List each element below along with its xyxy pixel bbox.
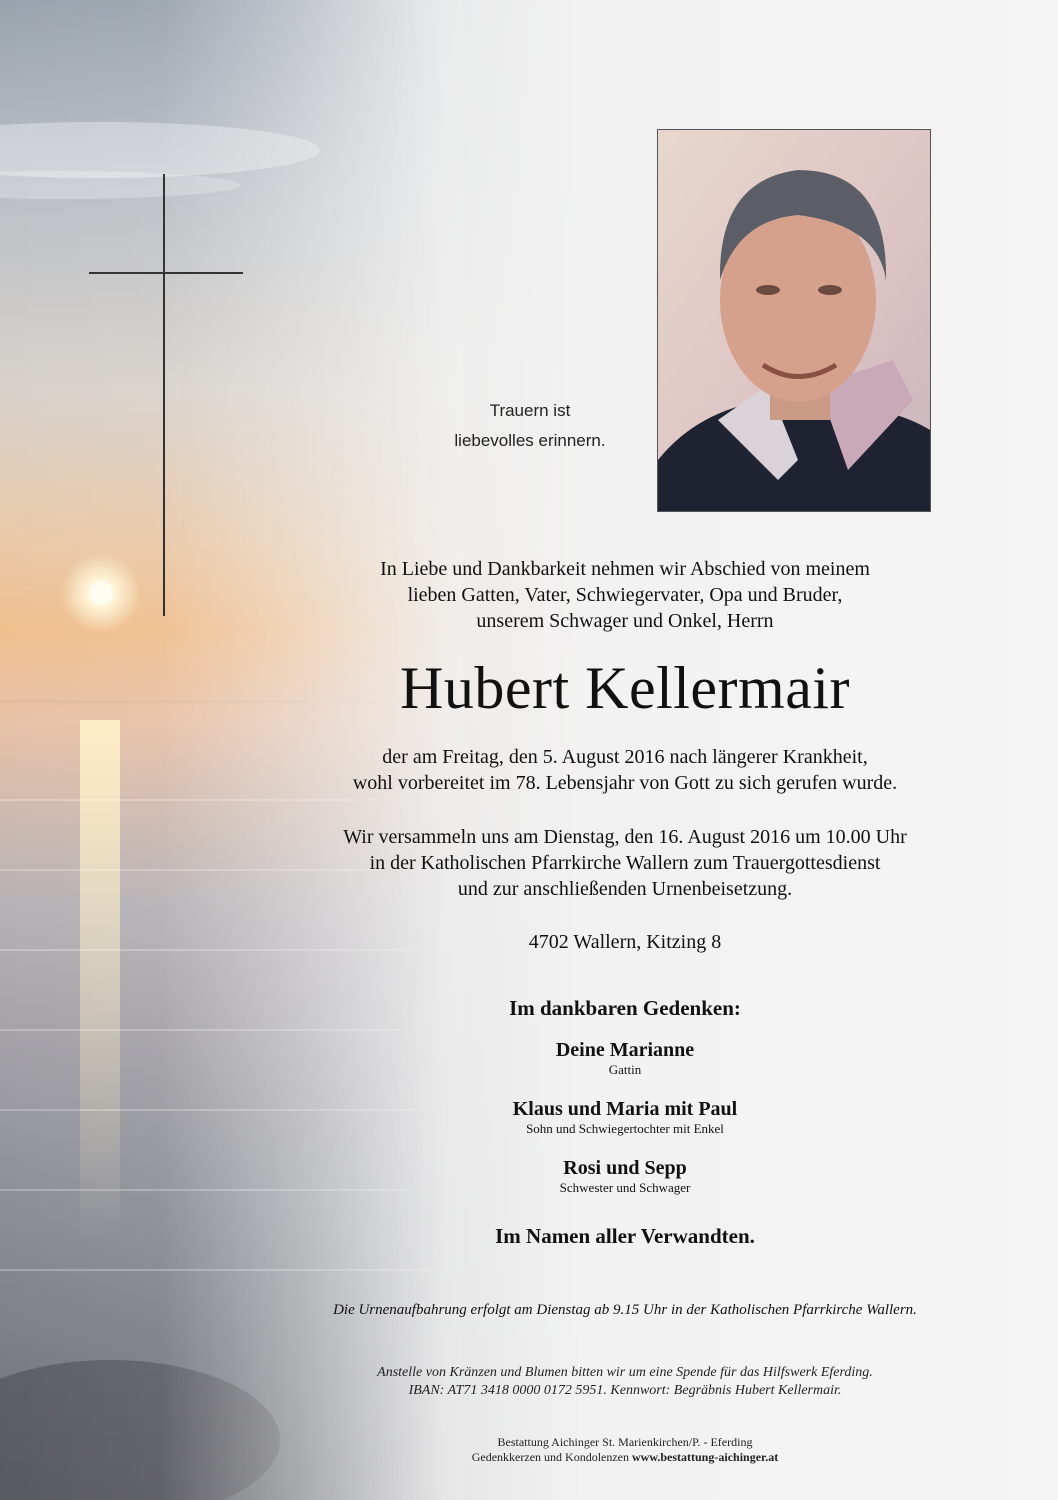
cross-icon-bar (89, 272, 243, 274)
mourner-relation: Schwester und Schwager (559, 1180, 691, 1195)
motto-line: Trauern ist (489, 401, 571, 420)
intro-text (250, 556, 1000, 634)
footer-prefix: Gedenkkerzen und Kondolenzen (471, 1450, 633, 1464)
portrait-photo (657, 129, 931, 512)
death-line: der am Freitag, den 5. August 2016 nach längerer Krankheit, (382, 746, 868, 768)
closing-line: Im Namen aller Verwandten. (495, 1224, 755, 1248)
footer-website-link[interactable]: www.bestattung-aichinger.at (632, 1450, 779, 1464)
deceased-name: Hubert Kellermair (400, 655, 850, 721)
intro-line: lieben Gatten, Vater, Schwiegervater, Opa und Bruder, (407, 584, 843, 606)
donation-line: IBAN: AT71 3418 0000 0172 5951. Kennwort: Begräbnis Hubert Kellermair. (408, 1383, 842, 1398)
portrait-image (658, 130, 930, 511)
mourner-name: Rosi und Sepp (563, 1157, 687, 1179)
donation-notice (250, 1364, 1000, 1400)
death-line: wohl vorbereitet im 78. Lebensjahr von Gott zu sich gerufen wurde. (352, 772, 898, 794)
mourner-entry (250, 1038, 1000, 1078)
address: 4702 Wallern, Kitzing 8 (528, 931, 722, 953)
intro-line: unserem Schwager und Onkel, Herrn (476, 610, 774, 632)
mourner-name: Klaus und Maria mit Paul (512, 1098, 738, 1120)
intro-line: In Liebe und Dankbarkeit nehmen wir Abschied von meinem (380, 558, 870, 580)
service-line: Wir versammeln uns am Dienstag, den 16. August 2016 um 10.00 Uhr (343, 826, 907, 848)
motto (380, 396, 680, 456)
mourner-relation: Gattin (608, 1062, 642, 1077)
footer-line2 (250, 1450, 1000, 1465)
donation-line: Anstelle von Kränzen und Blumen bitten wir um eine Spende für das Hilfswerk Eferding. (377, 1365, 873, 1380)
gedenken-heading: Im dankbaren Gedenken: (509, 996, 741, 1020)
mourner-entry (250, 1097, 1000, 1137)
cross-icon (163, 174, 165, 616)
viewing-notice: Die Urnenaufbahrung erfolgt am Dienstag ab 9.15 Uhr in der Katholischen Pfarrkirche Wallern. (333, 1302, 917, 1318)
mourner-relation: Sohn und Schwiegertochter mit Enkel (526, 1121, 724, 1136)
mourner-name: Deine Marianne (555, 1039, 695, 1061)
mourner-entry (250, 1156, 1000, 1196)
footer (250, 1435, 1000, 1465)
service-text (250, 824, 1000, 902)
footer-company: Bestattung Aichinger St. Marienkirchen/P. - Eferding (497, 1435, 753, 1449)
service-line: in der Katholischen Pfarrkirche Wallern zum Trauergottesdienst (369, 852, 881, 874)
motto-line: liebevolles erinnern. (454, 431, 606, 450)
death-text (250, 744, 1000, 796)
service-line: und zur anschließenden Urnenbeisetzung. (457, 878, 793, 900)
